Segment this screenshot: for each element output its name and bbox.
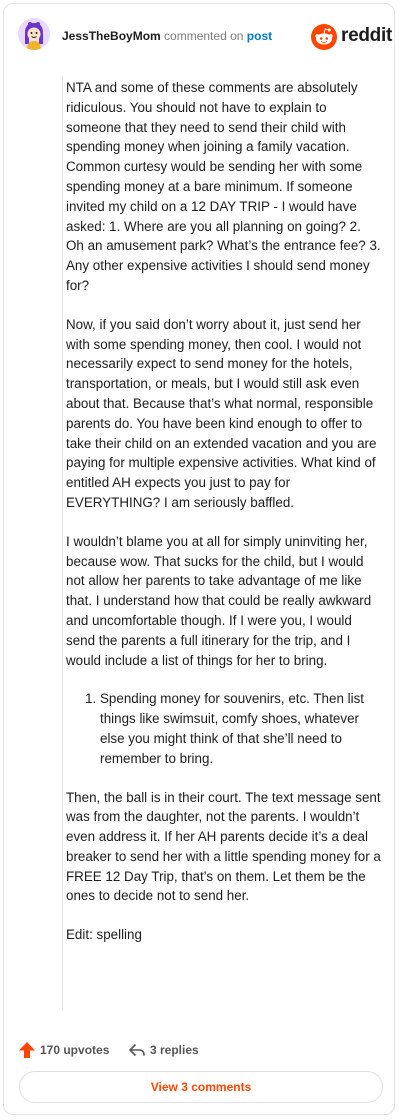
comment-paragraph: Then, the ball is in their court. The text message sent was from the daughter, not the parents. I wouldn’t even address it. If her AH parents decide it’s a deal breaker to send her with a little spending money for a FREE 12 Day Trip, that’s on them. Let them be the ones to decide not to send her. xyxy=(66,789,381,904)
reply-button[interactable] xyxy=(128,1038,199,1062)
comment-card xyxy=(3,3,395,1115)
thread-line xyxy=(62,76,63,1010)
comment-list xyxy=(66,689,382,768)
upvote-button[interactable] xyxy=(18,1038,109,1062)
upvote-count: 170 upvotes xyxy=(40,1043,110,1057)
view-comments-button[interactable]: View 3 comments xyxy=(19,1071,383,1103)
username-link[interactable]: JessTheBoyMom xyxy=(62,29,161,43)
avatar-icon[interactable] xyxy=(18,18,50,50)
reddit-logo-icon xyxy=(311,24,337,50)
comment-paragraph: Edit: spelling xyxy=(66,927,142,943)
comment-paragraph: NTA and some of these comments are absolutely ridiculous. You should not have to explain to someone that they need to send their child with spending money when joining a family vacation. Common curtesy would be sending her with some spending money at a bare minimum. If someone invited my child on a 12 DAY TRIP - I would have asked: 1. Where are you all planning on going? 2. Oh an amusement park? What’s the entrance fee? 3. Any other expensive activities I should send money for? xyxy=(66,80,381,293)
list-item: 1. Spending money for souvenirs, etc. Then list things like swimsuit, comfy shoes, whatever else you might think of that she’ll need to remember to bring. xyxy=(100,689,382,768)
comment-footer xyxy=(4,1030,396,1070)
upvote-arrow-icon xyxy=(18,1041,36,1059)
comment-meta xyxy=(62,28,272,44)
reply-arrow-icon xyxy=(128,1041,146,1059)
post-link[interactable]: post xyxy=(246,29,273,43)
brand-wordmark: reddit xyxy=(341,25,392,46)
comment-paragraph: I wouldn’t blame you at all for simply uninviting her, because wow. That sucks for the child, but I would not allow her parents to take advantage of me like that. I understand how that could be really awkward and uncomfortable though. If I were you, I would send the parents a full itinerary for the trip, and I would include a list of things for her to bring. xyxy=(66,533,372,668)
comment-body xyxy=(66,78,382,964)
reddit-logo[interactable] xyxy=(311,22,391,52)
comment-paragraph: Now, if you said don’t worry about it, just send her with some spending money, then cool. I would not necessarily expect to send money for the hotels, transportation, or meals, but I would still ask even about that. Because that’s what normal, responsible parents do. You have been kind enough to offer to take their child on an extended vacation and you are paying for multiple expensive activities. What kind of entitled AH expects you just to pay for EVERYTHING? I am seriously baffled. xyxy=(66,316,377,510)
action-text: commented on xyxy=(164,29,244,43)
comment-header xyxy=(4,4,396,68)
reply-count: 3 replies xyxy=(150,1043,199,1057)
